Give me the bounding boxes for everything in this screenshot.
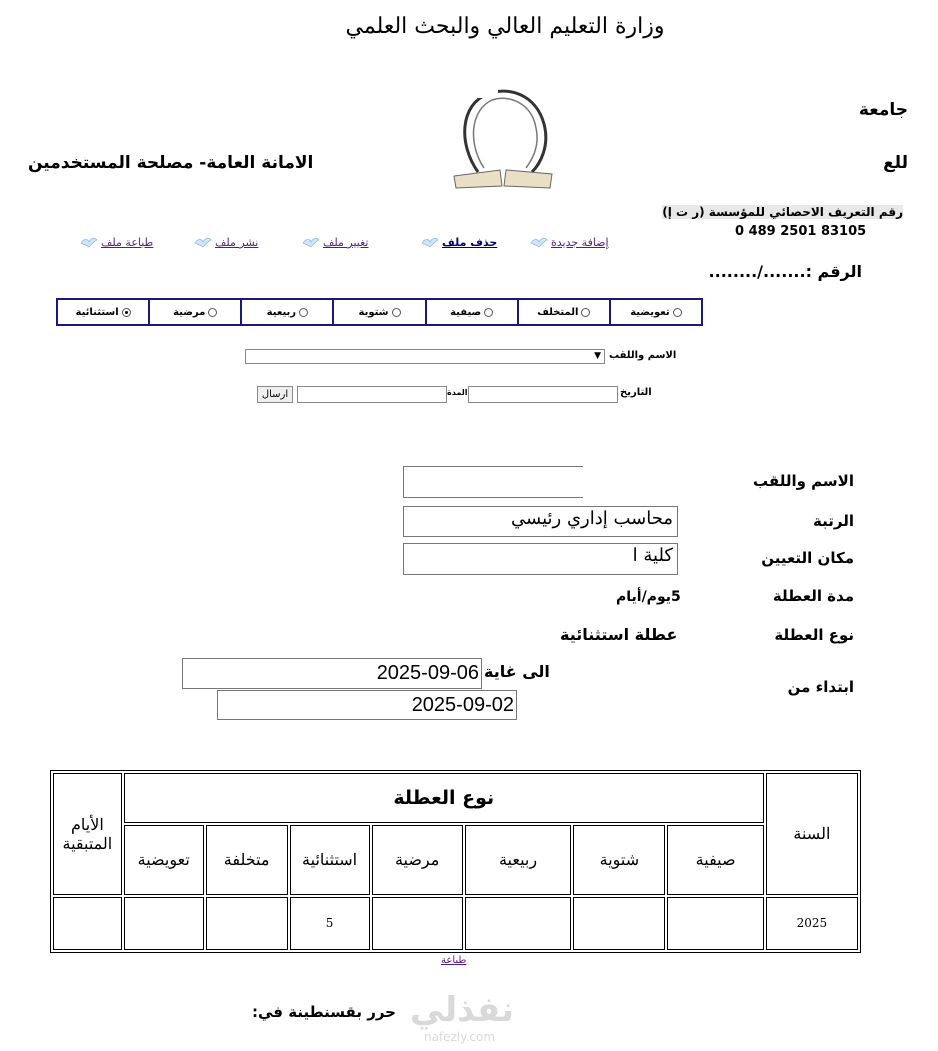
remaining-days-cell [53, 897, 122, 950]
dove-icon [194, 237, 212, 249]
column-header: متخلفة [206, 825, 288, 895]
table-cell: 5 [290, 897, 370, 950]
print-file-label: طباعة ملف [101, 236, 154, 249]
watermark-url: nafezly.com [424, 1030, 496, 1044]
remaining-days-header: الأيام المتبقية [53, 773, 122, 895]
university-label: جامعة [858, 100, 908, 120]
university-logo [448, 84, 558, 192]
year-cell: 2025 [766, 897, 858, 950]
table-cell [667, 897, 763, 950]
change-file-label: تغيير ملف [323, 236, 369, 249]
name-label: الاسم واللقب [753, 472, 854, 490]
column-header: تعويضية [124, 825, 204, 895]
radio-sick[interactable]: مرضية [148, 300, 240, 324]
radio-button-icon[interactable] [299, 308, 308, 317]
print-file-link[interactable] [80, 236, 153, 249]
radio-winter[interactable]: شتوية [332, 300, 424, 324]
appointment-place-field[interactable]: كلية ا [403, 543, 678, 575]
date-input[interactable] [468, 386, 618, 403]
column-header: مرضية [372, 825, 463, 895]
radio-button-selected-icon[interactable] [122, 308, 131, 317]
radio-spring[interactable]: ربيعية [240, 300, 332, 324]
signature-line: حرر بقسنطينة في: [252, 1003, 396, 1021]
watermark-logo: نفذلي [410, 990, 515, 1030]
chevron-down-icon: ▼ [594, 351, 601, 361]
ministry-title: وزارة التعليم العالي والبحث العلمي [345, 14, 665, 39]
name-field[interactable] [403, 466, 583, 498]
publish-file-label: نشر ملف [215, 236, 259, 249]
column-header: صيفية [667, 825, 763, 895]
date-label: التاريخ [620, 387, 652, 398]
until-date-field[interactable]: 2025-09-06 [182, 658, 482, 689]
name-select-label: الاسم واللقب [609, 350, 677, 361]
name-select[interactable] [245, 349, 605, 364]
leave-type-value: عطلة استثنائية [560, 625, 678, 644]
stat-id-value: 0 489 2501 83105 [735, 224, 867, 239]
table-cell [372, 897, 463, 950]
table-subheader-row [53, 825, 858, 895]
add-new-link[interactable] [530, 236, 609, 249]
table-cell [573, 897, 665, 950]
radio-button-icon[interactable] [581, 308, 590, 317]
radio-exceptional[interactable]: استثنائية [58, 300, 148, 324]
dove-icon [80, 237, 98, 249]
radio-compensatory[interactable]: تعويضية [609, 300, 701, 324]
leave-duration-value: 5يوم/أيام [616, 589, 681, 605]
table-header-row [53, 773, 858, 823]
column-header: استثنائية [290, 825, 370, 895]
dove-icon [302, 237, 320, 249]
delete-file-label: حذف ملف [442, 236, 498, 249]
leave-type-label: نوع العطلة [774, 626, 854, 644]
add-new-label: إضافة جديدة [551, 236, 609, 249]
table-cell [206, 897, 288, 950]
radio-button-icon[interactable] [392, 308, 401, 317]
duration-label: المدة [447, 388, 468, 397]
table-cell [124, 897, 204, 950]
duration-input[interactable] [297, 386, 447, 403]
leave-type-header: نوع العطلة [124, 773, 764, 823]
radio-button-icon[interactable] [484, 308, 493, 317]
stat-id-label: رقم التعريف الاحصائي للمؤسسة (ر ت إ) [662, 205, 903, 219]
change-file-link[interactable] [302, 236, 369, 249]
leave-duration-label: مدة العطلة [772, 587, 854, 605]
column-header: ربيعية [465, 825, 572, 895]
rank-field[interactable]: محاسب إداري رئيسي [403, 506, 678, 537]
send-button[interactable]: ارسال [257, 386, 293, 403]
dove-icon [421, 237, 439, 249]
publish-file-link[interactable] [194, 236, 258, 249]
radio-button-icon[interactable] [673, 308, 682, 317]
radio-late[interactable]: المتخلف [517, 300, 609, 324]
delete-file-link[interactable] [421, 236, 497, 249]
leave-type-radio-group [56, 298, 703, 326]
table-cell [465, 897, 572, 950]
start-date-field[interactable]: 2025-09-02 [217, 690, 517, 720]
directorate-title: الامانة العامة- مصلحة المستخدمين [28, 153, 314, 173]
column-header: شتوية [573, 825, 665, 895]
radio-summer[interactable]: صيفية [425, 300, 517, 324]
reference-number: الرقم :......./........ [708, 262, 862, 281]
radio-button-icon[interactable] [208, 308, 217, 317]
print-link[interactable]: طباعة [441, 955, 467, 966]
leave-summary-table [50, 770, 861, 953]
rank-label: الرتبة [813, 512, 854, 530]
until-label: الى غاية [484, 662, 550, 681]
appointment-place-label: مكان التعيين [761, 549, 854, 567]
start-label: ابتداء من [787, 678, 854, 696]
table-row [53, 897, 858, 950]
dove-icon [530, 237, 548, 249]
university-label-cont: للع [883, 153, 908, 173]
year-header: السنة [766, 773, 858, 895]
